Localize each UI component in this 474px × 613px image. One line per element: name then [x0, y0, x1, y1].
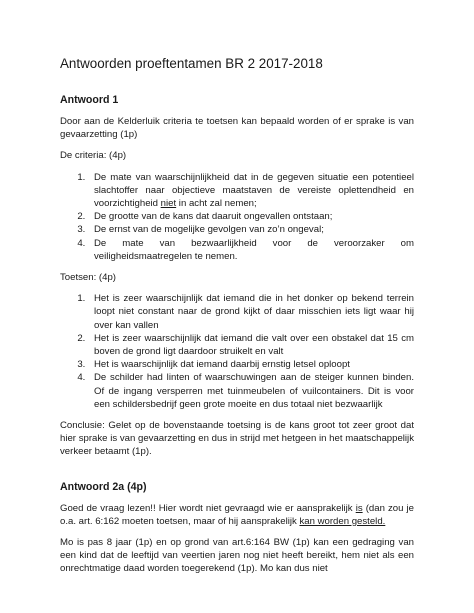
criteria-item: 3. De ernst van de mogelijke gevolgen van zo’n ongeval; [88, 223, 414, 236]
toetsen-list [60, 292, 414, 411]
underlined-word: niet [160, 198, 177, 210]
underlined-is: is [355, 502, 363, 514]
toetsen-item: 2. Het is zeer waarschijnlijk dat iemand die valt over een obstakel dat 15 cm boven de grond ligt daardoor struikelt en valt [88, 332, 414, 358]
toetsen-label: Toetsen: (4p) [60, 272, 116, 284]
conclusion-paragraph: Conclusie: Gelet op de bovenstaande toetsing is de kans groot tot zeer groot dat hier sprake is van gevaarzetting en dus in strijd met hetgeen in het maatschappelijk verkeer betaamt (1p). [60, 420, 414, 458]
underlined-kan-worden-gesteld: kan worden gesteld. [299, 515, 386, 527]
criteria-list [60, 171, 414, 263]
criteria-item: 4. De mate van bezwaarlijkheid voor de veroorzaker om veiligheidsmaatregelen te nemen. [88, 237, 414, 263]
section-heading-antwoord-2a: Antwoord 2a (4p) [60, 480, 147, 493]
section-heading-antwoord-1: Antwoord 1 [60, 94, 119, 106]
toetsen-item: 4. De schilder had linten of waarschuwingen aan de steiger kunnen binden. Of de ingang versperren met tuinmeubelen of vuilcontainers. Dit is voor een schildersbedrijf geen grote moeite en dus totaal niet bezwaarlijk [88, 371, 414, 411]
criteria-item: 2. De grootte van de kans dat daaruit ongevallen ontstaan; [88, 210, 414, 223]
section1-intro: Door aan de Kelderluik criteria te toetsen kan bepaald worden of er sprake is van gevaarzetting (1p) [60, 116, 414, 141]
toetsen-item: 3. Het is waarschijnlijk dat iemand daarbij ernstig letsel oploopt [88, 358, 414, 371]
criteria-item: 1. De mate van waarschijnlijkheid dat in de gegeven situatie een potentieel slachtoffer naar objectieve maatstaven de vereiste oplettendheid en voorzichtigheid niet in acht zal nemen; [88, 171, 414, 211]
section2-paragraph-2: Mo is pas 8 jaar (1p) en op grond van art.6:164 BW (1p) kan een gedraging van een kind dat de leeftijd van veertien jaren nog niet heeft bereikt, hem niet als een onrechtmatige daad worden toegerekend (1p). Mo kan dus niet [60, 537, 414, 575]
section2-paragraph-1: Goed de vraag lezen!! Hier wordt niet gevraagd wie er aansprakelijk is (dan zou je o.a. art. 6:162 moeten toetsen, maar of hij aansprakelijk kan worden gesteld. [60, 502, 414, 527]
toetsen-item: 1. Het is zeer waarschijnlijk dat iemand die in het donker op bekend terrein loopt niet constant naar de grond kijkt of daar misschien iets ligt waar hij over kan vallen [88, 292, 414, 332]
document-title: Antwoorden proeftentamen BR 2 2017-2018 [60, 56, 323, 71]
criteria-label: De criteria: (4p) [60, 150, 127, 162]
